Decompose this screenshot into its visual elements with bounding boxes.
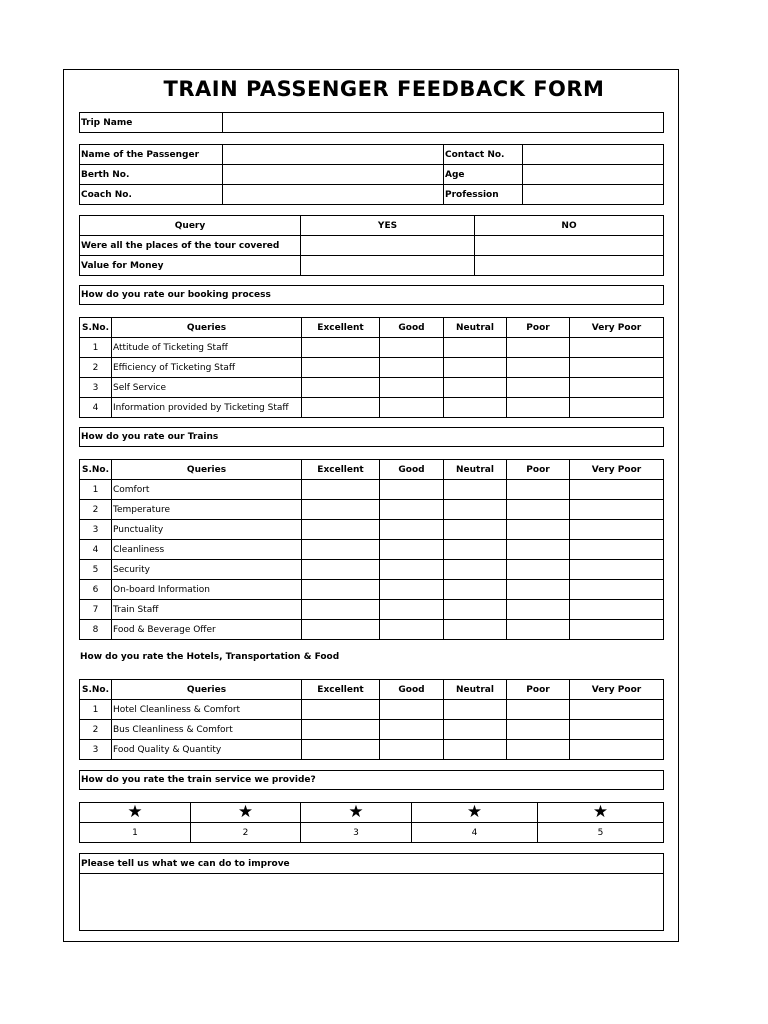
- yesno-header-query: Query: [80, 216, 301, 236]
- rating-cell-neutral[interactable]: [444, 480, 507, 500]
- rating-cell-neutral[interactable]: [444, 720, 507, 740]
- table-row: [80, 600, 664, 620]
- header-neutral: Neutral: [444, 318, 507, 338]
- star-icon[interactable]: ★: [301, 803, 412, 823]
- rating-cell-very-poor[interactable]: [570, 740, 664, 760]
- rating-cell-good[interactable]: [380, 560, 444, 580]
- rating-cell-excellent[interactable]: [302, 378, 380, 398]
- star-icon[interactable]: ★: [80, 803, 191, 823]
- table-row: [80, 700, 664, 720]
- header-excellent: Excellent: [302, 318, 380, 338]
- header-excellent: Excellent: [302, 680, 380, 700]
- header-neutral: Neutral: [444, 680, 507, 700]
- header-sno: S.No.: [80, 460, 112, 480]
- service-heading: How do you rate the train service we provide?: [79, 770, 664, 790]
- rating-cell-very-poor[interactable]: [570, 520, 664, 540]
- star-icon[interactable]: ★: [191, 803, 301, 823]
- yesno-row-label: Value for Money: [80, 256, 301, 276]
- row-number: 5: [80, 560, 112, 580]
- trains-table: [79, 459, 664, 640]
- star-label: 5: [538, 823, 664, 843]
- header-sno: S.No.: [80, 680, 112, 700]
- rating-cell-good[interactable]: [380, 480, 444, 500]
- row-number: 2: [80, 720, 112, 740]
- header-very-poor: Very Poor: [570, 318, 664, 338]
- table-row: [80, 398, 664, 418]
- rating-cell-neutral[interactable]: [444, 700, 507, 720]
- row-number: 4: [80, 398, 112, 418]
- row-number: 3: [80, 740, 112, 760]
- rating-cell-good[interactable]: [380, 398, 444, 418]
- rating-cell-excellent[interactable]: [302, 700, 380, 720]
- rating-cell-very-poor[interactable]: [570, 560, 664, 580]
- rating-cell-very-poor[interactable]: [570, 398, 664, 418]
- star-rating-table: [79, 802, 664, 843]
- rating-cell-poor[interactable]: [507, 358, 570, 378]
- no-cell[interactable]: [475, 236, 664, 256]
- row-number: 1: [80, 480, 112, 500]
- table-row: [80, 338, 664, 358]
- rating-cell-neutral[interactable]: [444, 520, 507, 540]
- yes-cell[interactable]: [301, 236, 475, 256]
- table-row: [80, 520, 664, 540]
- row-query: On-board Information: [112, 580, 302, 600]
- yesno-row-label: Were all the places of the tour covered: [80, 236, 301, 256]
- rating-cell-good[interactable]: [380, 720, 444, 740]
- rating-cell-poor[interactable]: [507, 540, 570, 560]
- improve-textarea[interactable]: [80, 874, 664, 931]
- rating-cell-excellent[interactable]: [302, 560, 380, 580]
- passenger-name-label: Name of the Passenger: [80, 145, 223, 165]
- rating-cell-good[interactable]: [380, 740, 444, 760]
- rating-cell-very-poor[interactable]: [570, 580, 664, 600]
- row-query: Bus Cleanliness & Comfort: [112, 720, 302, 740]
- table-row: [80, 740, 664, 760]
- table-row: [80, 720, 664, 740]
- rating-cell-good[interactable]: [380, 338, 444, 358]
- rating-cell-neutral[interactable]: [444, 378, 507, 398]
- table-row: [80, 500, 664, 520]
- rating-cell-poor[interactable]: [507, 520, 570, 540]
- row-number: 4: [80, 540, 112, 560]
- rating-cell-very-poor[interactable]: [570, 720, 664, 740]
- row-query: Cleanliness: [112, 540, 302, 560]
- rating-cell-poor[interactable]: [507, 338, 570, 358]
- header-queries: Queries: [112, 680, 302, 700]
- rating-cell-neutral[interactable]: [444, 620, 507, 640]
- form-title: TRAIN PASSENGER FEEDBACK FORM: [163, 77, 605, 101]
- rating-cell-excellent[interactable]: [302, 358, 380, 378]
- row-query: Train Staff: [112, 600, 302, 620]
- rating-cell-excellent[interactable]: [302, 540, 380, 560]
- rating-cell-neutral[interactable]: [444, 540, 507, 560]
- profession-label: Profession: [444, 185, 523, 205]
- rating-cell-excellent[interactable]: [302, 398, 380, 418]
- rating-cell-excellent[interactable]: [302, 720, 380, 740]
- header-excellent: Excellent: [302, 460, 380, 480]
- header-good: Good: [380, 460, 444, 480]
- rating-cell-excellent[interactable]: [302, 500, 380, 520]
- rating-cell-very-poor[interactable]: [570, 600, 664, 620]
- header-queries: Queries: [112, 318, 302, 338]
- row-number: 3: [80, 378, 112, 398]
- table-row: [80, 540, 664, 560]
- hotels-heading: How do you rate the Hotels, Transportation & Food: [80, 652, 340, 662]
- rating-cell-poor[interactable]: [507, 378, 570, 398]
- rating-cell-poor[interactable]: [507, 500, 570, 520]
- row-number: 8: [80, 620, 112, 640]
- trip-name-field[interactable]: [223, 113, 664, 133]
- yesno-table: [79, 215, 664, 276]
- header-poor: Poor: [507, 460, 570, 480]
- row-query: Security: [112, 560, 302, 580]
- rating-cell-neutral[interactable]: [444, 358, 507, 378]
- berth-field[interactable]: [223, 165, 444, 185]
- yes-cell[interactable]: [301, 256, 475, 276]
- star-icon[interactable]: ★: [412, 803, 538, 823]
- table-row: [80, 620, 664, 640]
- header-poor: Poor: [507, 680, 570, 700]
- rating-cell-excellent[interactable]: [302, 580, 380, 600]
- rating-cell-good[interactable]: [380, 500, 444, 520]
- star-label: 4: [412, 823, 538, 843]
- table-row: [80, 358, 664, 378]
- trains-heading: How do you rate our Trains: [79, 427, 664, 447]
- row-query: Attitude of Ticketing Staff: [112, 338, 302, 358]
- rating-cell-good[interactable]: [380, 358, 444, 378]
- rating-cell-good[interactable]: [380, 700, 444, 720]
- row-query: Food Quality & Quantity: [112, 740, 302, 760]
- rating-cell-good[interactable]: [380, 600, 444, 620]
- star-icon[interactable]: ★: [538, 803, 664, 823]
- table-row: [80, 560, 664, 580]
- row-number: 3: [80, 520, 112, 540]
- row-query: Comfort: [112, 480, 302, 500]
- rating-cell-poor[interactable]: [507, 700, 570, 720]
- coach-field[interactable]: [223, 185, 444, 205]
- profession-field[interactable]: [523, 185, 664, 205]
- rating-cell-poor[interactable]: [507, 620, 570, 640]
- rating-cell-excellent[interactable]: [302, 338, 380, 358]
- table-row: [80, 580, 664, 600]
- rating-cell-neutral[interactable]: [444, 600, 507, 620]
- rating-cell-good[interactable]: [380, 540, 444, 560]
- rating-cell-neutral[interactable]: [444, 740, 507, 760]
- rating-cell-good[interactable]: [380, 580, 444, 600]
- row-query: Temperature: [112, 500, 302, 520]
- rating-cell-poor[interactable]: [507, 740, 570, 760]
- row-number: 1: [80, 700, 112, 720]
- row-query: Self Service: [112, 378, 302, 398]
- passenger-name-field[interactable]: [223, 145, 444, 165]
- row-query: Hotel Cleanliness & Comfort: [112, 700, 302, 720]
- rating-cell-neutral[interactable]: [444, 580, 507, 600]
- row-number: 2: [80, 358, 112, 378]
- rating-cell-poor[interactable]: [507, 560, 570, 580]
- trip-table: [79, 112, 664, 133]
- rating-cell-poor[interactable]: [507, 720, 570, 740]
- rating-cell-very-poor[interactable]: [570, 480, 664, 500]
- no-cell[interactable]: [475, 256, 664, 276]
- row-query: Information provided by Ticketing Staff: [112, 398, 302, 418]
- rating-cell-very-poor[interactable]: [570, 378, 664, 398]
- booking-heading: How do you rate our booking process: [79, 285, 664, 305]
- row-number: 1: [80, 338, 112, 358]
- header-very-poor: Very Poor: [570, 460, 664, 480]
- table-row: [80, 480, 664, 500]
- row-number: 2: [80, 500, 112, 520]
- header-queries: Queries: [112, 460, 302, 480]
- rating-cell-excellent[interactable]: [302, 620, 380, 640]
- rating-cell-very-poor[interactable]: [570, 338, 664, 358]
- contact-field[interactable]: [523, 145, 664, 165]
- rating-cell-good[interactable]: [380, 520, 444, 540]
- row-query: Punctuality: [112, 520, 302, 540]
- header-good: Good: [380, 318, 444, 338]
- berth-label: Berth No.: [80, 165, 223, 185]
- passenger-table: [79, 144, 664, 205]
- row-query: Efficiency of Ticketing Staff: [112, 358, 302, 378]
- rating-cell-excellent[interactable]: [302, 600, 380, 620]
- rating-cell-very-poor[interactable]: [570, 358, 664, 378]
- rating-cell-poor[interactable]: [507, 600, 570, 620]
- header-neutral: Neutral: [444, 460, 507, 480]
- rating-cell-neutral[interactable]: [444, 560, 507, 580]
- rating-cell-very-poor[interactable]: [570, 620, 664, 640]
- rating-cell-poor[interactable]: [507, 480, 570, 500]
- header-poor: Poor: [507, 318, 570, 338]
- star-label: 2: [191, 823, 301, 843]
- rating-cell-neutral[interactable]: [444, 500, 507, 520]
- header-sno: S.No.: [80, 318, 112, 338]
- booking-table: [79, 317, 664, 418]
- star-label: 3: [301, 823, 412, 843]
- improve-label: Please tell us what we can do to improve: [80, 854, 664, 874]
- table-row: [80, 378, 664, 398]
- rating-cell-excellent[interactable]: [302, 740, 380, 760]
- header-very-poor: Very Poor: [570, 680, 664, 700]
- row-query: Food & Beverage Offer: [112, 620, 302, 640]
- row-number: 6: [80, 580, 112, 600]
- star-label: 1: [80, 823, 191, 843]
- contact-label: Contact No.: [444, 145, 523, 165]
- improve-table: [79, 853, 664, 931]
- age-field[interactable]: [523, 165, 664, 185]
- rating-cell-good[interactable]: [380, 620, 444, 640]
- rating-cell-excellent[interactable]: [302, 480, 380, 500]
- rating-cell-very-poor[interactable]: [570, 540, 664, 560]
- yesno-header-yes: YES: [301, 216, 475, 236]
- rating-cell-excellent[interactable]: [302, 520, 380, 540]
- row-number: 7: [80, 600, 112, 620]
- rating-cell-neutral[interactable]: [444, 398, 507, 418]
- rating-cell-poor[interactable]: [507, 580, 570, 600]
- coach-label: Coach No.: [80, 185, 223, 205]
- rating-cell-very-poor[interactable]: [570, 700, 664, 720]
- rating-cell-very-poor[interactable]: [570, 500, 664, 520]
- rating-cell-neutral[interactable]: [444, 338, 507, 358]
- rating-cell-good[interactable]: [380, 378, 444, 398]
- age-label: Age: [444, 165, 523, 185]
- trip-name-label: Trip Name: [80, 113, 223, 133]
- header-good: Good: [380, 680, 444, 700]
- yesno-header-no: NO: [475, 216, 664, 236]
- rating-cell-poor[interactable]: [507, 398, 570, 418]
- hotels-table: [79, 679, 664, 760]
